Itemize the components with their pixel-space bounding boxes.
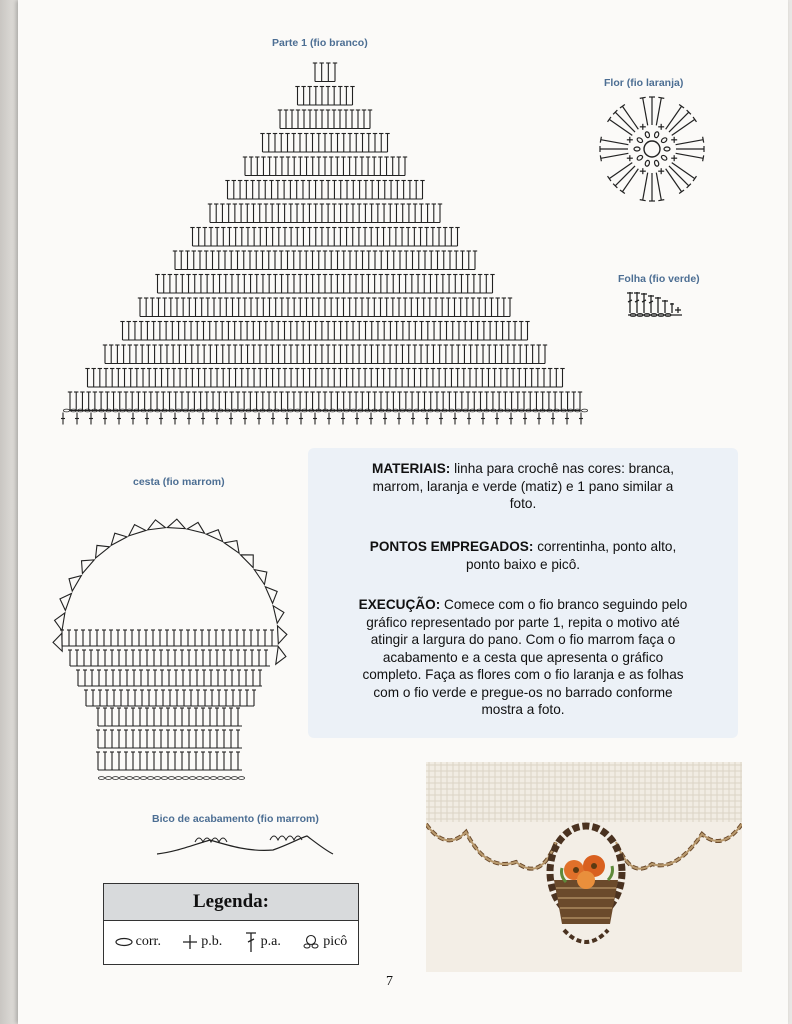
legend-box: [103, 883, 359, 965]
label-bico: Bico de acabamento (fio marrom): [152, 813, 319, 825]
picot-icon: [302, 934, 320, 950]
label-cesta: cesta (fio marrom): [133, 476, 225, 488]
instructions-box: [308, 448, 738, 738]
legend-row: [104, 921, 358, 963]
execucao-line-1: Comece com o fio branco seguindo pelo: [444, 597, 688, 612]
cesta-crochet-chart: [50, 490, 310, 790]
pontos-line-2: ponto baixo e picô.: [465, 556, 581, 572]
parte1-crochet-chart: [55, 55, 595, 420]
bico-crochet-chart: [155, 828, 335, 862]
chain-stitch-icon: [115, 937, 133, 947]
materiais-line-1: linha para crochê nas cores: branca,: [454, 461, 674, 476]
legend-pb-label: p.b.: [201, 934, 223, 949]
single-crochet-icon: [182, 934, 198, 950]
execucao-line-6: com o fio verde e pregue-os no barrado conforme: [373, 684, 673, 700]
execucao-line-3: atingir a largura do pano. Com o fio marrom faça o: [370, 632, 676, 647]
execucao-line-2: gráfico representado por parte 1, repita o motivo até: [366, 614, 680, 630]
execucao-line-4: acabamento e a cesta que apresenta o gráfico: [382, 649, 664, 665]
materiais-line-2: marrom, laranja e verde (matiz) e 1 pano similar a: [372, 478, 674, 494]
crochet-photo-illustration: [426, 762, 742, 972]
execucao-line-7: mostra a foto.: [481, 702, 565, 717]
execucao-paragraph: [316, 596, 730, 719]
legend-item-corr: [115, 934, 161, 950]
materiais-heading: MATERIAIS:: [372, 461, 451, 476]
legend-item-pa: [244, 931, 281, 953]
page-number: 7: [386, 974, 393, 989]
label-folha: Folha (fio verde): [618, 273, 700, 285]
book-spine-edge: [0, 0, 18, 1024]
legend-corr-label: corr.: [135, 934, 161, 949]
label-parte1: Parte 1 (fio branco): [272, 37, 368, 49]
materiais-line-3: foto.: [509, 496, 537, 511]
legend-pa-label: p.a.: [260, 934, 281, 949]
folha-crochet-chart: [624, 287, 688, 319]
execucao-line-5: completo. Faça as flores com o fio laranja e as folhas: [362, 667, 684, 682]
label-flor: Flor (fio laranja): [604, 77, 684, 89]
pontos-line-1: correntinha, ponto alto,: [537, 539, 677, 554]
double-crochet-icon: [244, 931, 258, 953]
pontos-paragraph: [316, 538, 730, 573]
legend-title: Legenda:: [104, 884, 358, 921]
execucao-heading: EXECUÇÃO:: [358, 597, 441, 612]
flor-crochet-chart: [590, 90, 714, 208]
materiais-paragraph: [316, 460, 730, 513]
finished-work-photo: [426, 762, 742, 972]
pontos-heading: PONTOS EMPREGADOS:: [369, 539, 534, 554]
legend-pico-label: picô: [323, 934, 348, 949]
legend-item-pb: [182, 934, 222, 950]
legend-item-pico: [302, 934, 347, 950]
